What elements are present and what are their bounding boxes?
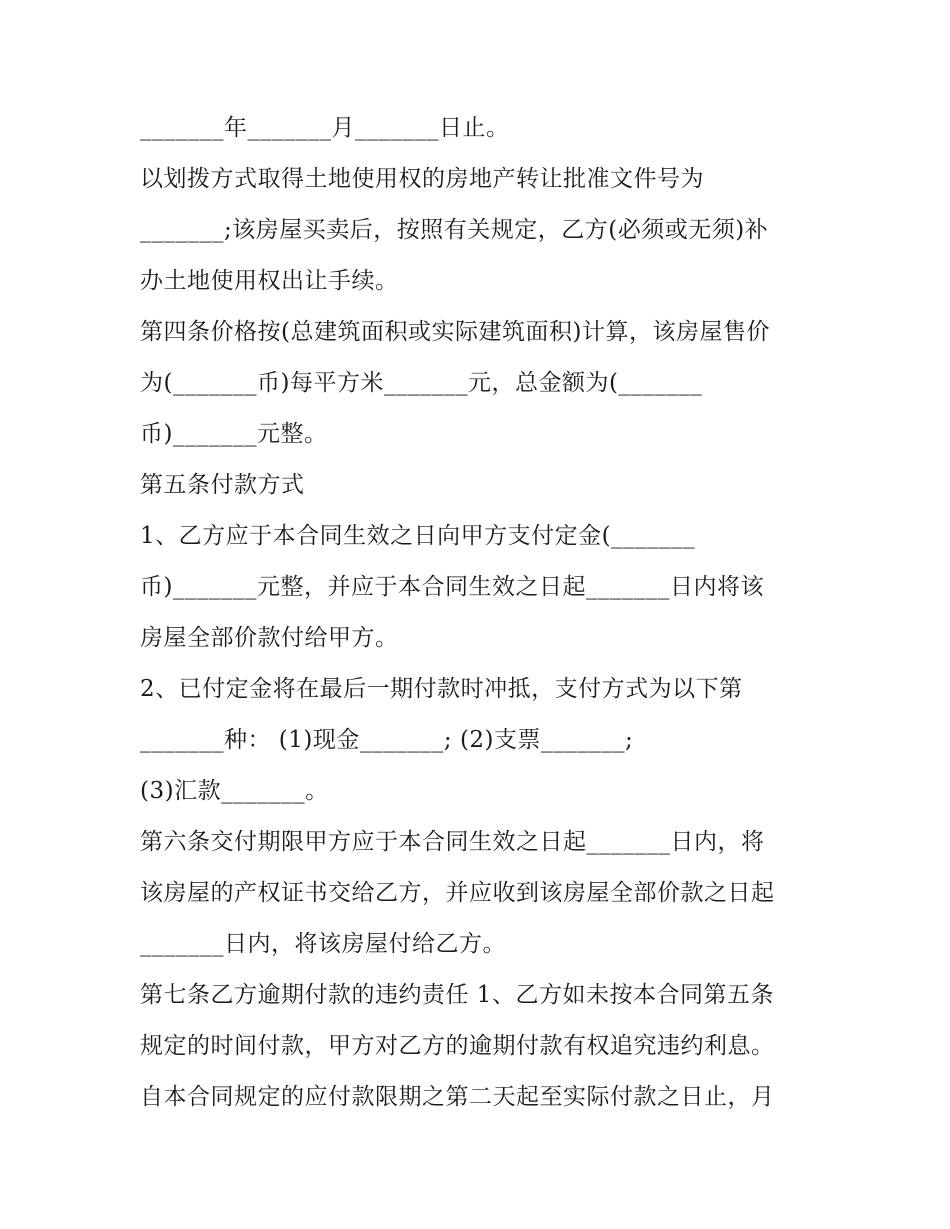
text-line: 币)_______元整，并应于本合同生效之日起_______日内将该 [140,574,764,600]
text-line: _______年_______月_______日止。 [140,115,510,141]
text-line: _______日内，将该房屋付给乙方。 [140,931,506,957]
text-line: (3)汇款_______。 [140,778,329,804]
text-line: 第四条价格按(总建筑面积或实际建筑面积)计算，该房屋售价 [140,319,770,345]
text-line: 以划拨方式取得土地使用权的房地产转让批准文件号为 [140,166,704,192]
text-line: 办土地使用权出让手续。 [140,268,399,294]
text-line: 规定的时间付款，甲方对乙方的逾期付款有权追究违约利息。 [140,1033,775,1059]
text-line: 2、已付定金将在最后一期付款时冲抵，支付方式为以下第 [140,676,743,702]
text-line: _______;该房屋买卖后，按照有关规定，乙方(必须或无须)补 [140,217,769,243]
section-heading: 第五条付款方式 [140,472,305,498]
text-line: 1、乙方应于本合同生效之日向甲方支付定金(_______ [140,523,696,549]
text-line: 第六条交付期限甲方应于本合同生效之日起_______日内，将 [140,829,765,855]
text-line: 币)_______元整。 [140,421,328,447]
text-line: 该房屋的产权证书交给乙方，并应收到该房屋全部价款之日起 [140,880,775,906]
text-line: _______种： (1)现金_______; (2)支票_______; [140,727,634,753]
text-line: 房屋全部价款付给甲方。 [140,625,399,651]
text-line: 为(_______币)每平方米_______元，总金额为(_______ [140,370,703,396]
text-line: 第七条乙方逾期付款的违约责任 1、乙方如未按本合同第五条 [140,982,774,1008]
text-line: 自本合同规定的应付款限期之第二天起至实际付款之日止，月 [140,1084,775,1110]
